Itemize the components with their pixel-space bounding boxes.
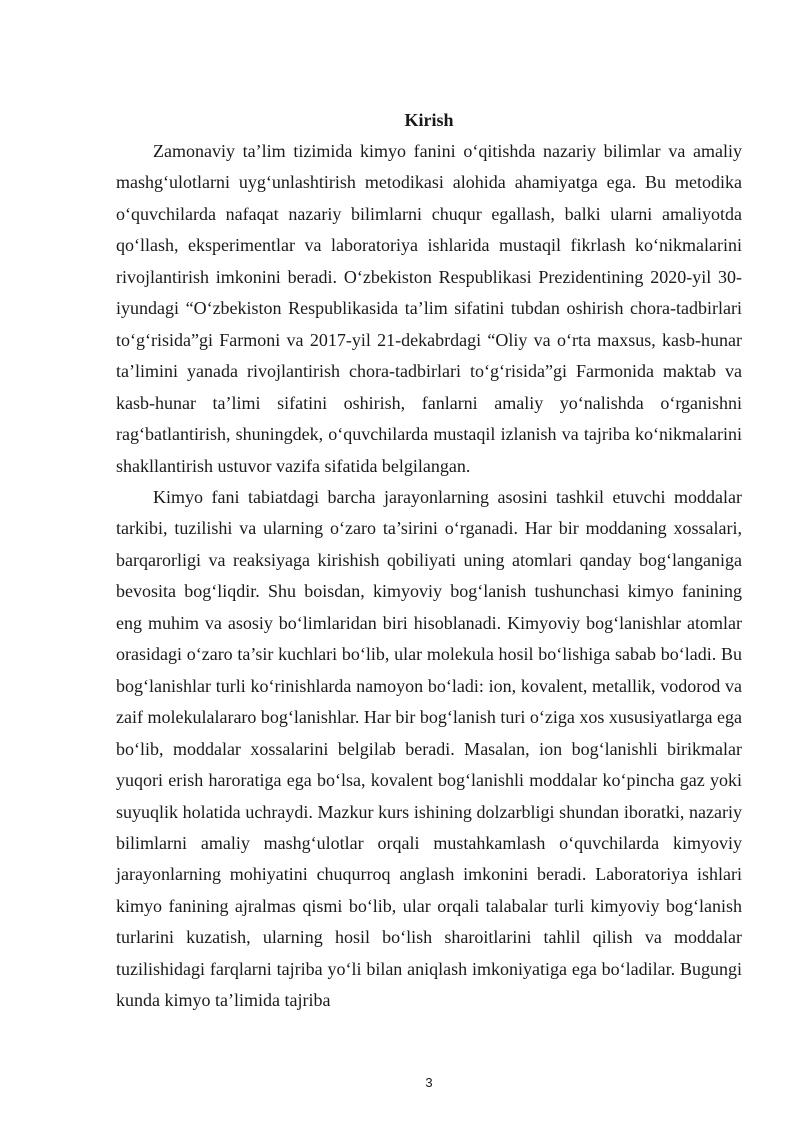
section-title: Kirish [404, 110, 454, 130]
body-text [116, 136, 742, 1017]
page-number: 3 [425, 1075, 433, 1090]
paragraph: Zamonaviy ta’lim tizimida kimyo fanini oʻqitishda nazariy bilimlar va amaliy mashgʻulotlarni uygʻunlashtirish metodikasi alohida ahamiyatga ega. Bu metodika oʻquvchilarda nafaqat nazariy bilimlarni chuqur egallash, balki ularni amaliyotda qoʻllash, eksperimentlar va laboratoriya ishlarida mustaqil fikrlash koʻnikmalarini rivojlantirish imkonini beradi. Oʻzbekiston Respublikasi Prezidentining 2020-yil 30-iyundagi “Oʻzbekiston Respublikasida ta’lim sifatini tubdan oshirish chora-tadbirlari toʻgʻrisida”gi Farmoni va 2017-yil 21-dekabrdagi “Oliy va oʻrta maxsus, kasb-hunar ta’limini yanada rivojlantirish chora-tadbirlari toʻgʻrisida”gi Farmonida maktab va kasb-hunar ta’limi sifatini oshirish, fanlarni amaliy yoʻnalishda oʻrganishni ragʻbatlantirish, shuningdek, oʻquvchilarda mustaqil izlanish va tajriba koʻnikmalarini shakllantirish ustuvor vazifa sifatida belgilangan. [116, 141, 742, 476]
paragraph: Kimyo fani tabiatdagi barcha jarayonlarning asosini tashkil etuvchi moddalar tarkibi, tuzilishi va ularning oʻzaro ta’sirini oʻrganadi. Har bir moddaning xossalari, barqarorligi va reaksiyaga kirishish qobiliyati uning atomlari qanday bogʻlanganiga bevosita bogʻliqdir. Shu boisdan, kimyoviy bogʻlanish tushunchasi kimyo fanining eng muhim va asosiy boʻlimlaridan biri hisoblanadi. Kimyoviy bogʻlanishlar atomlar orasidagi oʻzaro ta’sir kuchlari boʻlib, ular molekula hosil boʻlishiga sabab boʻladi. Bu bogʻlanishlar turli koʻrinishlarda namoyon boʻladi: ion, kovalent, metallik, vodorod va zaif molekulalararo bogʻlanishlar. Har bir bogʻlanish turi oʻziga xos xususiyatlarga ega boʻlib, moddalar xossalarini belgilab beradi. Masalan, ion bogʻlanishli birikmalar yuqori erish haroratiga ega boʻlsa, kovalent bogʻlanishli moddalar koʻpincha gaz yoki suyuqlik holatida uchraydi. Mazkur kurs ishining dolzarbligi shundan iboratki, nazariy bilimlarni amaliy mashgʻulotlar orqali mustahkamlash oʻquvchilarda kimyoviy jarayonlarning mohiyatini chuqurroq anglash imkonini beradi. Laboratoriya ishlari kimyo fanining ajralmas qismi boʻlib, ular orqali talabalar turli kimyoviy bogʻlanish turlarini kuzatish, ularning hosil boʻlish sharoitlarini tahlil qilish va moddalar tuzilishidagi farqlarni tajriba yoʻli bilan aniqlash imkoniyatiga ega boʻladilar. Bugungi kunda kimyo ta’limida tajriba [116, 486, 742, 1011]
